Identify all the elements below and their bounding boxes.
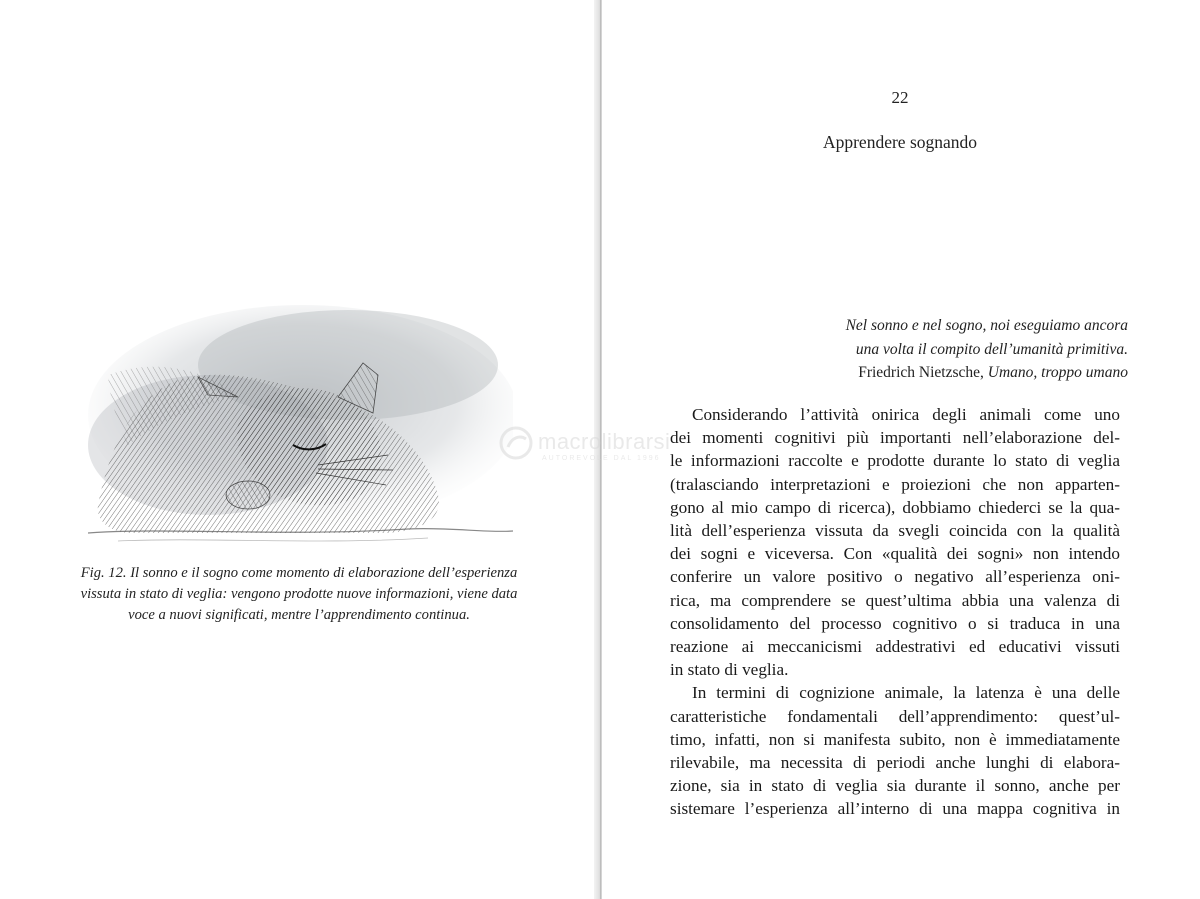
body-line: lità dell’esperienza vissuta da svegli coincida con la qualità (670, 521, 1120, 541)
epigraph-author: Friedrich Nietzsche, (858, 364, 988, 381)
epigraph-line-1: Nel sonno e nel sogno, noi eseguiamo ancora (845, 317, 1128, 334)
body-line: rilevabile, ma necessita di periodi anche lunghi di elabora- (670, 753, 1120, 773)
body-line: gono al mio campo di ricerca), dobbiamo chiederci se la qua- (670, 497, 1120, 517)
epigraph-line-2: una volta il compito dell’umanità primitiva. (855, 340, 1128, 358)
chapter-title: Apprendere sognando (822, 132, 978, 152)
epigraph-attribution (720, 361, 1128, 385)
body-line: le informazioni raccolte e prodotte durante lo stato di veglia (670, 451, 1120, 471)
epigraph (720, 314, 1128, 385)
body-line: consolidamento del processo cognitivo o si traduca in una (670, 613, 1120, 633)
watermark-subtext: AUTOREVOLE DAL 1996 (542, 455, 661, 462)
body-text (670, 403, 1120, 821)
body-line: caratteristiche fondamentali dell’apprendimento: quest’ul- (670, 706, 1120, 726)
body-line: conferire un valore positivo o negativo all’esperienza oni- (670, 567, 1120, 587)
body-line: in stato di veglia. (670, 660, 789, 680)
body-line: dei momenti cognitivi più importanti nell’elaborazione del- (670, 428, 1120, 448)
body-line: dei sogni e viceversa. Con «qualità dei sogni» non intendo (670, 544, 1120, 564)
body-line: rica, ma comprendere se quest’ultima abbia una valenza di (670, 590, 1120, 610)
body-line: In termini di cognizione animale, la latenza è una delle (692, 683, 1120, 703)
body-line: reazione ai meccanicismi addestrativi ed educativi vissuti (670, 637, 1120, 657)
body-line: zione, sia in stato di veglia sia durante il sonno, anche per (670, 776, 1120, 796)
body-line: Considerando l’attività onirica degli animali come uno (692, 405, 1120, 424)
epigraph-work: Umano, troppo umano (987, 364, 1128, 381)
body-line: (tralasciando interpretazioni e proiezioni che non apparten- (670, 474, 1120, 494)
body-line: timo, infatti, non si manifesta subito, non è immediatamente (670, 729, 1120, 749)
sleeping-cat-illustration (88, 305, 513, 555)
watermark-text: macrolibrarsi (538, 429, 671, 454)
body-line: sistemare l’esperienza all’interno di una mappa cognitiva in (670, 799, 1120, 819)
page-number: 22 (891, 88, 909, 107)
watermark (498, 425, 688, 473)
figure-caption: Fig. 12. Il sonno e il sogno come momento di elaborazione dell’esperienza vissuta in stato di veglia: vengono prodotte nuove informazioni, viene data voce a nuovi significati, mentre l’apprendimento continua. (80, 565, 518, 623)
watermark-logo-icon (498, 425, 534, 461)
